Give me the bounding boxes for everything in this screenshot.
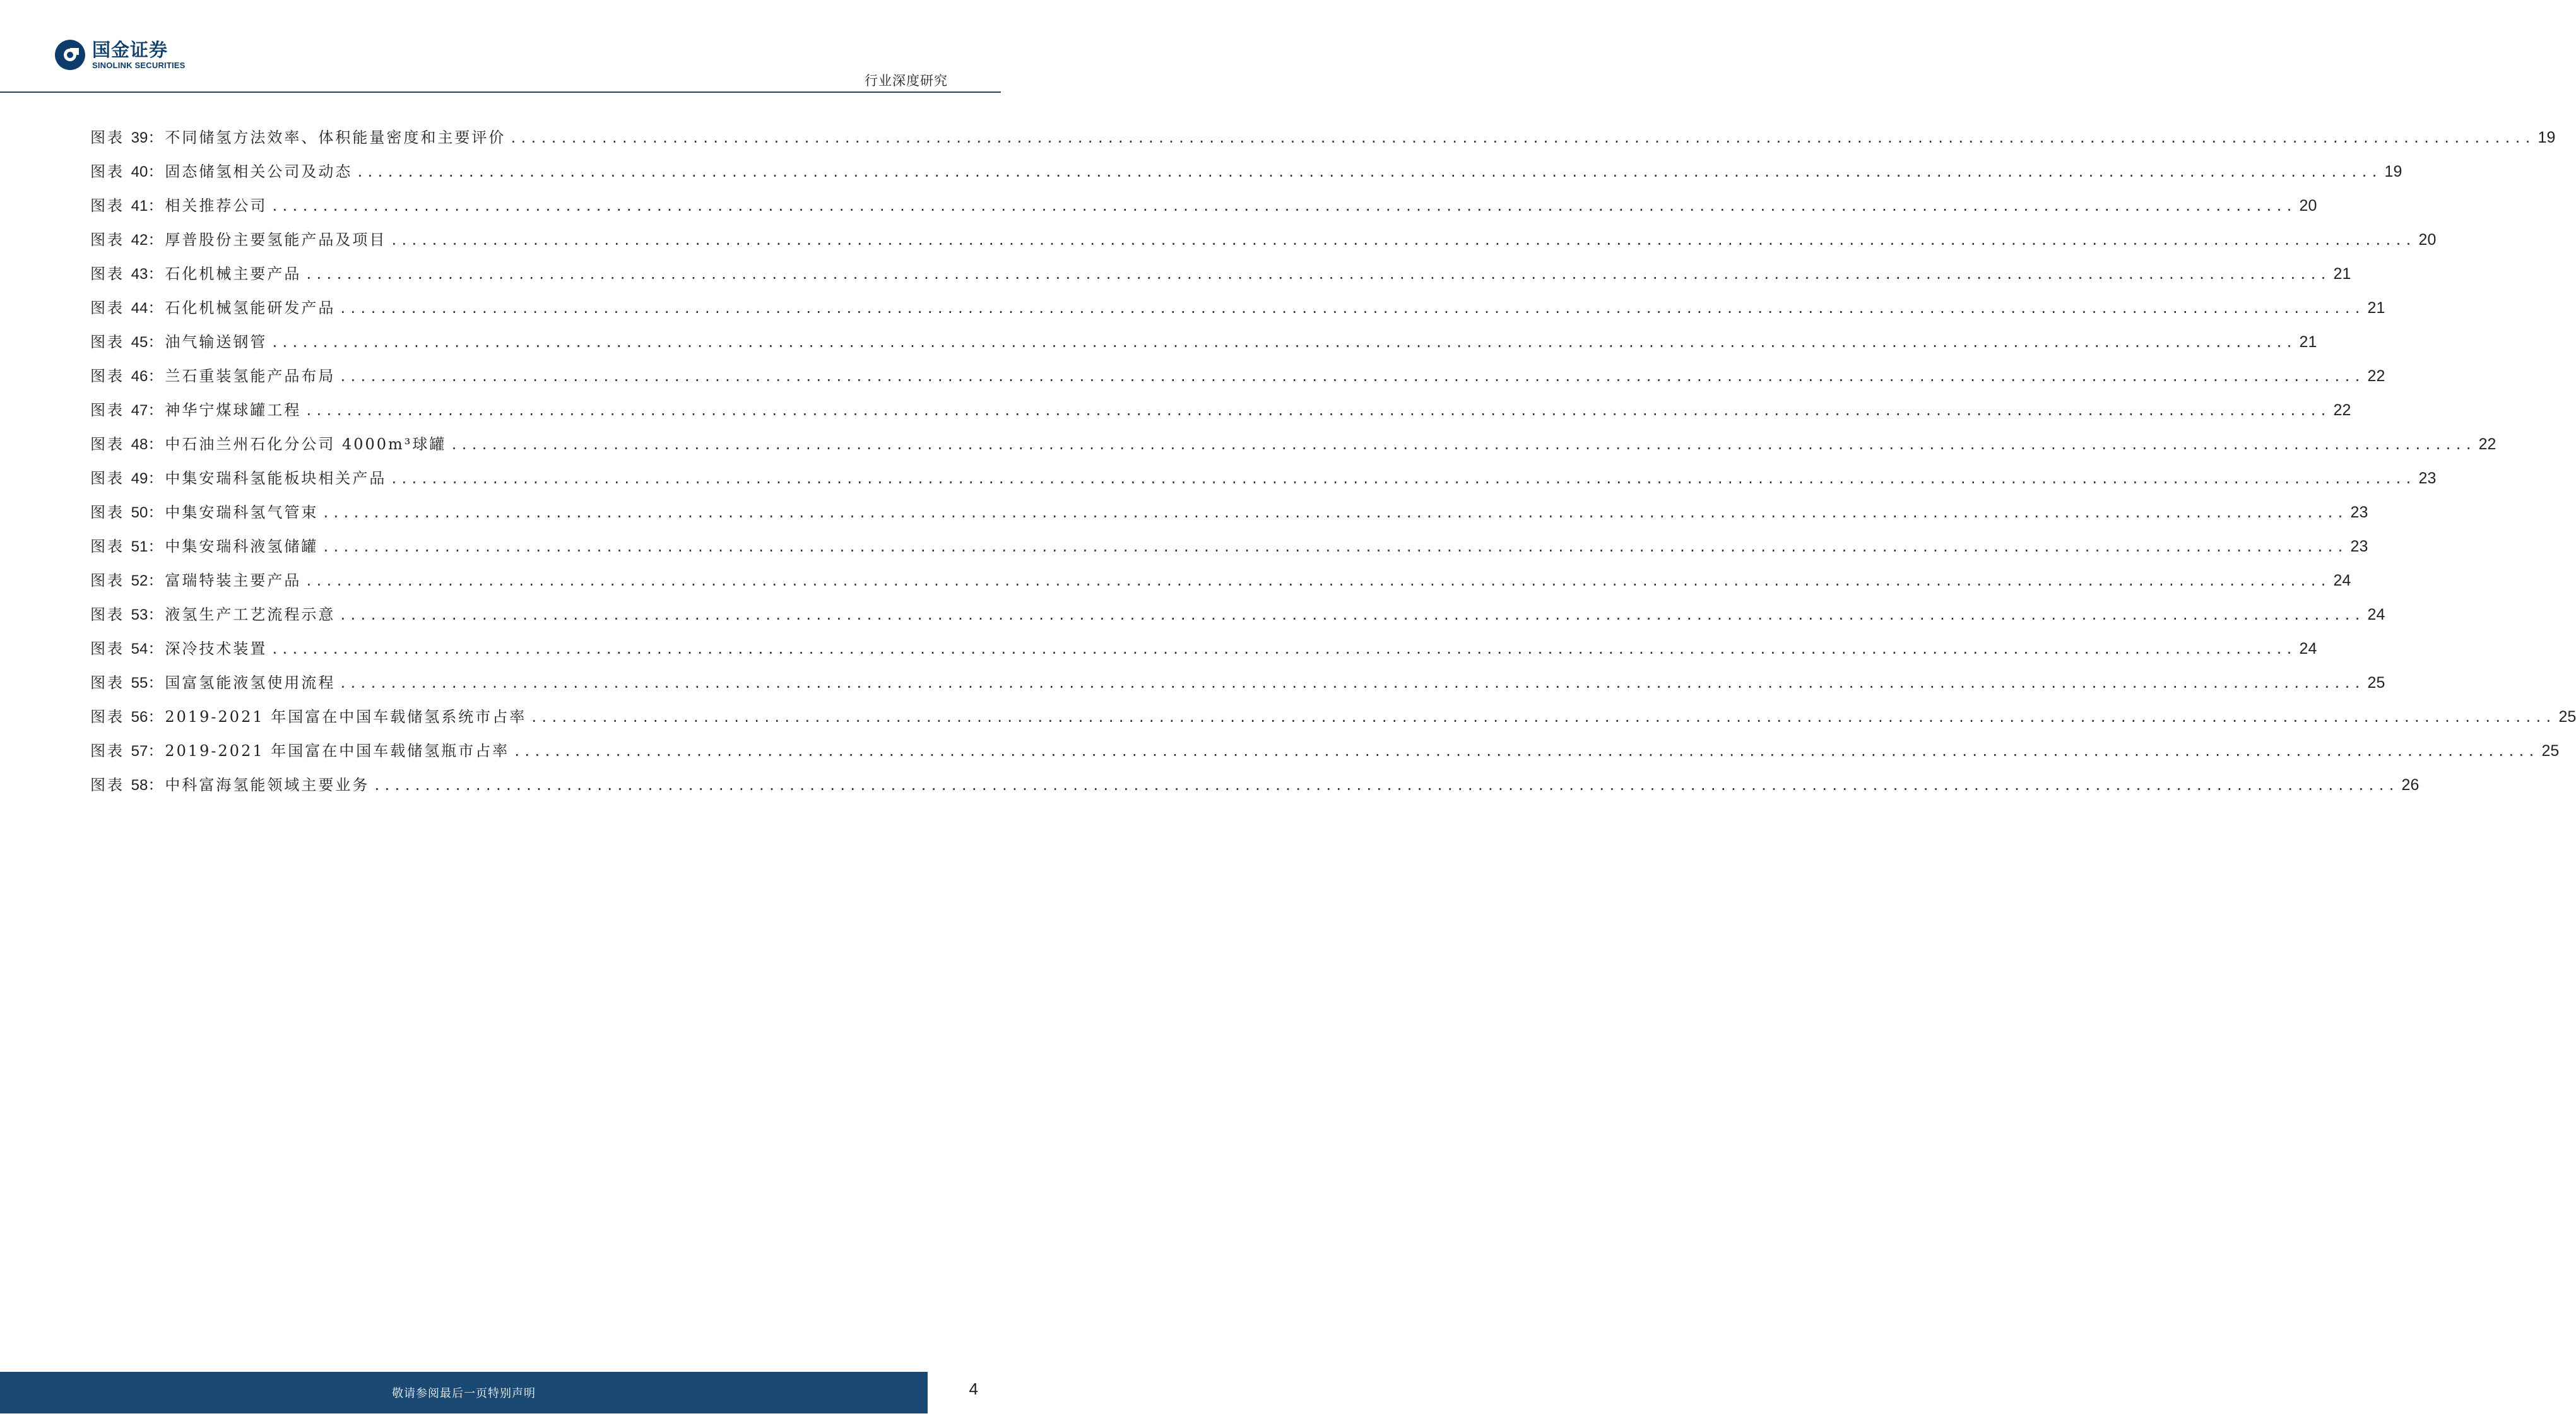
toc-entry-colon: ： bbox=[148, 197, 165, 215]
toc-entry[interactable] bbox=[90, 466, 2437, 500]
toc-entry-number: 47 bbox=[131, 402, 148, 419]
toc-dot-leader: ........................................................................................................................................................................................................ bbox=[373, 778, 2398, 793]
toc-entry-number: 41 bbox=[131, 198, 148, 215]
toc-entry-page: 20 bbox=[2299, 197, 2317, 215]
toc-entry-colon: ： bbox=[148, 572, 165, 589]
toc-entry-colon: ： bbox=[148, 333, 165, 351]
toc-entry-label bbox=[90, 704, 165, 726]
toc-entry-title: 神华宁煤球罐工程 bbox=[165, 401, 302, 419]
toc-entry-prefix: 图表 bbox=[90, 333, 124, 351]
toc-entry-page: 23 bbox=[2350, 504, 2368, 521]
toc-entry-title: 中集安瑞科氢气管束 bbox=[165, 504, 319, 521]
toc-entry[interactable] bbox=[90, 670, 2385, 704]
toc-entry[interactable] bbox=[90, 772, 2419, 806]
logo-chinese-name: 国金证券 bbox=[92, 38, 168, 61]
toc-entry-page: 24 bbox=[2299, 640, 2317, 658]
toc-entry-page: 26 bbox=[2401, 776, 2419, 794]
toc-entry[interactable] bbox=[90, 432, 2496, 466]
toc-entry-title: 中集安瑞科氢能板块相关产品 bbox=[165, 469, 387, 487]
toc-entry-title: 中石油兰州石化分公司 4000m³球罐 bbox=[165, 435, 447, 453]
toc-entry-page: 25 bbox=[2541, 742, 2560, 760]
toc-entry-title: 油气输送钢管 bbox=[165, 333, 268, 351]
toc-entry-number: 45 bbox=[131, 334, 148, 351]
toc-entry-page: 23 bbox=[2350, 538, 2368, 555]
toc-entry-page: 23 bbox=[2418, 469, 2437, 487]
toc-entry-number: 50 bbox=[131, 504, 148, 521]
toc-entry-label bbox=[90, 738, 165, 760]
toc-dot-leader: ........................................................................................................................................................................................................ bbox=[390, 471, 2415, 487]
toc-entry-prefix: 图表 bbox=[90, 674, 124, 692]
toc-entry-prefix: 图表 bbox=[90, 504, 124, 521]
toc-entry-page: 24 bbox=[2367, 606, 2385, 623]
toc-entry-colon: ： bbox=[148, 129, 165, 146]
toc-entry-colon: ： bbox=[148, 367, 165, 385]
toc-entry-page: 19 bbox=[2384, 163, 2402, 180]
toc-entry-number: 56 bbox=[131, 709, 148, 726]
toc-entry[interactable] bbox=[90, 534, 2368, 568]
toc-entry-title: 不同储氢方法效率、体积能量密度和主要评价 bbox=[165, 129, 506, 146]
toc-entry-number: 44 bbox=[131, 300, 148, 317]
toc-dot-leader: ........................................................................................................................................................................................................ bbox=[305, 267, 2330, 282]
toc-entry-number: 51 bbox=[131, 538, 148, 555]
toc-entry-title: 中科富海氢能领域主要业务 bbox=[165, 776, 370, 794]
toc-entry-title: 富瑞特装主要产品 bbox=[165, 572, 302, 589]
toc-dot-leader: ........................................................................................................................................................................................................ bbox=[339, 301, 2364, 316]
toc-entry[interactable] bbox=[90, 329, 2317, 363]
toc-entry-label bbox=[90, 466, 165, 488]
toc-entry-prefix: 图表 bbox=[90, 265, 124, 283]
disclaimer-notice: 敬请参阅最后一页特别声明 bbox=[392, 1387, 536, 1400]
header-divider bbox=[0, 91, 1001, 93]
toc-entry-colon: ： bbox=[148, 299, 165, 317]
toc-entry-page: 19 bbox=[2538, 129, 2556, 146]
toc-entry-label bbox=[90, 329, 165, 351]
toc-entry-title: 液氢生产工艺流程示意 bbox=[165, 606, 336, 623]
toc-dot-leader: ........................................................................................................................................................................................................ bbox=[530, 710, 2555, 725]
toc-entry-label bbox=[90, 363, 165, 386]
toc-entry-label bbox=[90, 227, 165, 249]
toc-entry-number: 42 bbox=[131, 232, 148, 249]
toc-entry-page: 20 bbox=[2418, 231, 2437, 249]
toc-entry-label bbox=[90, 636, 165, 658]
toc-entry-label bbox=[90, 398, 165, 420]
toc-dot-leader: ........................................................................................................................................................................................................ bbox=[322, 540, 2347, 555]
toc-entry-title: 石化机械主要产品 bbox=[165, 265, 302, 283]
toc-entry-colon: ： bbox=[148, 504, 165, 521]
toc-entry-colon: ： bbox=[148, 674, 165, 692]
page-number: 4 bbox=[969, 1379, 978, 1398]
toc-entry-prefix: 图表 bbox=[90, 299, 124, 317]
toc-dot-leader: ........................................................................................................................................................................................................ bbox=[390, 233, 2415, 248]
toc-entry-number: 57 bbox=[131, 743, 148, 760]
report-type-label: 行业深度研究 bbox=[865, 73, 948, 88]
toc-entry-number: 43 bbox=[131, 266, 148, 283]
toc-entry-page: 21 bbox=[2333, 265, 2351, 283]
toc-dot-leader: ........................................................................................................................................................................................................ bbox=[356, 165, 2381, 180]
toc-entry-colon: ： bbox=[148, 640, 165, 658]
toc-entry-prefix: 图表 bbox=[90, 231, 124, 249]
toc-entry-colon: ： bbox=[148, 776, 165, 794]
toc-entry-prefix: 图表 bbox=[90, 572, 124, 589]
toc-entry[interactable] bbox=[90, 398, 2351, 432]
toc-entry[interactable] bbox=[90, 704, 2576, 738]
table-of-figures bbox=[90, 125, 2576, 806]
toc-entry-number: 53 bbox=[131, 606, 148, 623]
toc-entry-number: 58 bbox=[131, 777, 148, 794]
toc-entry-title: 厚普股份主要氢能产品及项目 bbox=[165, 231, 387, 249]
toc-entry-number: 55 bbox=[131, 675, 148, 692]
company-logo bbox=[54, 39, 186, 71]
toc-entry-colon: ： bbox=[148, 265, 165, 283]
toc-entry[interactable] bbox=[90, 295, 2385, 329]
toc-entry-page: 22 bbox=[2333, 401, 2351, 419]
toc-dot-leader: ........................................................................................................................................................................................................ bbox=[271, 335, 2296, 350]
toc-dot-leader: ........................................................................................................................................................................................................ bbox=[339, 369, 2364, 384]
toc-dot-leader: ........................................................................................................................................................................................................ bbox=[305, 574, 2330, 589]
toc-entry-number: 52 bbox=[131, 572, 148, 589]
toc-entry-page: 21 bbox=[2367, 299, 2385, 317]
toc-entry-title: 兰石重装氢能产品布局 bbox=[165, 367, 336, 385]
toc-entry-page: 22 bbox=[2478, 435, 2496, 453]
logo-english-name: SINOLINK SECURITIES bbox=[92, 60, 186, 70]
toc-entry-label bbox=[90, 772, 165, 794]
toc-entry-title: 2019-2021 年国富在中国车载储氢瓶市占率 bbox=[165, 742, 510, 760]
toc-entry-label bbox=[90, 432, 165, 454]
toc-entry-colon: ： bbox=[148, 435, 165, 453]
toc-entry[interactable] bbox=[90, 159, 2402, 193]
toc-entry-page: 25 bbox=[2367, 674, 2385, 692]
toc-entry-label bbox=[90, 500, 165, 522]
toc-entry-label bbox=[90, 602, 165, 624]
toc-entry-prefix: 图表 bbox=[90, 163, 124, 180]
toc-entry-number: 46 bbox=[131, 368, 148, 385]
toc-entry-prefix: 图表 bbox=[90, 197, 124, 215]
toc-entry[interactable] bbox=[90, 738, 2560, 772]
toc-entry-title: 相关推荐公司 bbox=[165, 197, 268, 215]
toc-entry-number: 40 bbox=[131, 163, 148, 180]
toc-entry-prefix: 图表 bbox=[90, 606, 124, 623]
toc-entry-title: 固态储氢相关公司及动态 bbox=[165, 163, 353, 180]
toc-entry[interactable] bbox=[90, 568, 2351, 602]
toc-entry-label bbox=[90, 261, 165, 283]
toc-dot-leader: ........................................................................................................................................................................................................ bbox=[322, 505, 2347, 521]
toc-entry-title: 中集安瑞科液氢储罐 bbox=[165, 538, 319, 555]
toc-dot-leader: ........................................................................................................................................................................................................ bbox=[339, 608, 2364, 623]
toc-dot-leader: ........................................................................................................................................................................................................ bbox=[271, 642, 2296, 657]
toc-entry-title: 国富氢能液氢使用流程 bbox=[165, 674, 336, 692]
toc-entry[interactable] bbox=[90, 636, 2317, 670]
toc-entry-colon: ： bbox=[148, 231, 165, 249]
toc-entry-label bbox=[90, 125, 165, 147]
toc-entry[interactable] bbox=[90, 363, 2385, 398]
toc-entry-prefix: 图表 bbox=[90, 776, 124, 794]
toc-entry-title: 2019-2021 年国富在中国车载储氢系统市占率 bbox=[165, 708, 527, 726]
toc-entry-label bbox=[90, 295, 165, 317]
toc-dot-leader: ........................................................................................................................................................................................................ bbox=[509, 131, 2534, 146]
toc-entry-page: 25 bbox=[2558, 708, 2576, 726]
toc-entry[interactable] bbox=[90, 193, 2317, 227]
toc-dot-leader: ........................................................................................................................................................................................................ bbox=[450, 437, 2475, 452]
toc-entry-prefix: 图表 bbox=[90, 640, 124, 658]
toc-dot-leader: ........................................................................................................................................................................................................ bbox=[339, 676, 2364, 691]
toc-entry-prefix: 图表 bbox=[90, 742, 124, 760]
toc-entry-colon: ： bbox=[148, 538, 165, 555]
toc-entry-number: 39 bbox=[131, 129, 148, 146]
toc-entry-label bbox=[90, 193, 165, 215]
page-header bbox=[0, 0, 1001, 93]
toc-entry-prefix: 图表 bbox=[90, 435, 124, 453]
toc-entry-prefix: 图表 bbox=[90, 401, 124, 419]
toc-entry-colon: ： bbox=[148, 606, 165, 623]
toc-entry-label bbox=[90, 159, 165, 181]
toc-dot-leader: ........................................................................................................................................................................................................ bbox=[271, 199, 2296, 214]
toc-entry-number: 54 bbox=[131, 640, 148, 658]
toc-entry-prefix: 图表 bbox=[90, 469, 124, 487]
toc-entry-label bbox=[90, 670, 165, 692]
sinolink-logo-icon bbox=[54, 39, 86, 71]
toc-entry-colon: ： bbox=[148, 708, 165, 726]
toc-entry-colon: ： bbox=[148, 163, 165, 180]
toc-entry-prefix: 图表 bbox=[90, 367, 124, 385]
toc-entry[interactable] bbox=[90, 125, 2556, 159]
toc-entry-title: 深冷技术装置 bbox=[165, 640, 268, 658]
toc-dot-leader: ........................................................................................................................................................................................................ bbox=[513, 744, 2538, 759]
toc-entry-colon: ： bbox=[148, 742, 165, 760]
toc-entry-prefix: 图表 bbox=[90, 538, 124, 555]
toc-entry-title: 石化机械氢能研发产品 bbox=[165, 299, 336, 317]
page-footer bbox=[0, 1372, 1001, 1416]
toc-entry-number: 49 bbox=[131, 470, 148, 487]
toc-entry-prefix: 图表 bbox=[90, 708, 124, 726]
toc-entry-page: 21 bbox=[2299, 333, 2317, 351]
toc-entry-label bbox=[90, 568, 165, 590]
toc-entry-prefix: 图表 bbox=[90, 129, 124, 146]
toc-entry-colon: ： bbox=[148, 469, 165, 487]
toc-entry-page: 24 bbox=[2333, 572, 2351, 589]
toc-entry-colon: ： bbox=[148, 401, 165, 419]
toc-entry[interactable] bbox=[90, 602, 2385, 636]
toc-entry[interactable] bbox=[90, 261, 2351, 295]
toc-entry[interactable] bbox=[90, 500, 2368, 534]
toc-entry-page: 22 bbox=[2367, 367, 2385, 385]
toc-entry-label bbox=[90, 534, 165, 556]
toc-entry[interactable] bbox=[90, 227, 2437, 261]
toc-dot-leader: ........................................................................................................................................................................................................ bbox=[305, 403, 2330, 418]
toc-entry-number: 48 bbox=[131, 436, 148, 453]
